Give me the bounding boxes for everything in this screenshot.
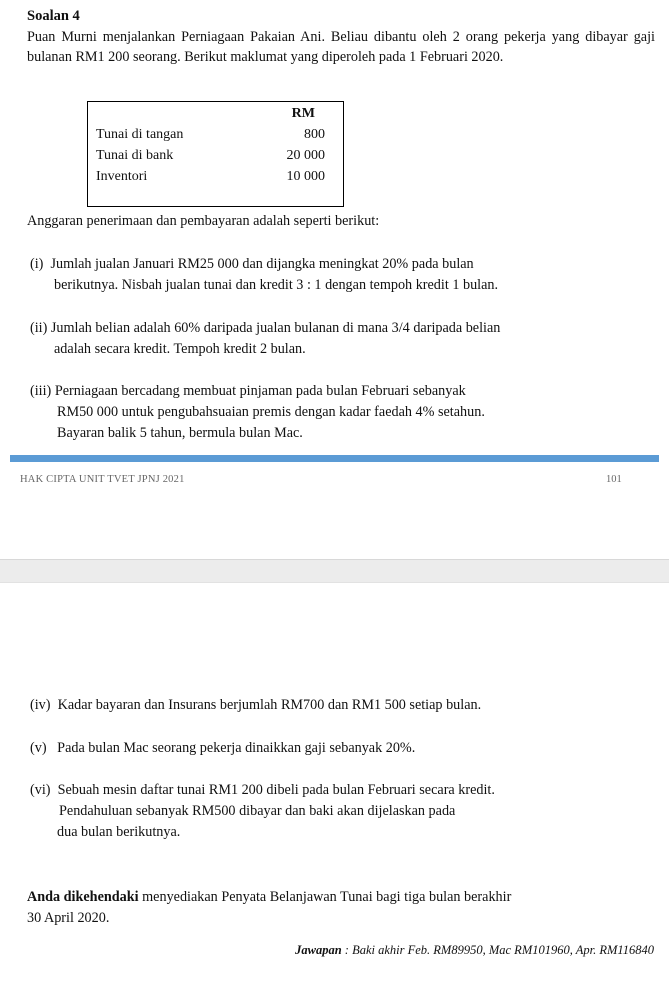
- page-number: 101: [606, 474, 622, 485]
- row-label: Tunai di tangan: [96, 127, 184, 142]
- row-value: 10 000: [286, 169, 325, 184]
- answer-label: Jawapan: [295, 943, 342, 957]
- table-row: [96, 169, 325, 185]
- item-iii-line3: Bayaran balik 5 tahun, bermula bulan Mac.: [57, 425, 303, 441]
- answer-hint: [295, 943, 654, 958]
- answer-text: : Baki akhir Feb. RM89950, Mac RM101960, Apr. RM116840: [341, 943, 654, 957]
- question-heading: Soalan 4: [27, 8, 80, 24]
- balance-table: [87, 101, 344, 207]
- item-i-line2: berikutnya. Nisbah jualan tunai dan kredit 3 : 1 dengan tempoh kredit 1 bulan.: [54, 277, 499, 293]
- footer-rule: [10, 455, 659, 462]
- item-ii-line1: (ii) Jumlah belian adalah 60% daripada jualan bulanan di mana 3/4 daripada belian: [30, 320, 501, 336]
- budget-intro: Anggaran penerimaan dan pembayaran adalah seperti berikut:: [27, 213, 380, 229]
- footer-copyright: HAK CIPTA UNIT TVET JPNJ 2021: [20, 474, 185, 485]
- table-row: [96, 148, 325, 164]
- row-value: 800: [304, 127, 325, 142]
- row-value: 20 000: [286, 148, 325, 163]
- row-label: Tunai di bank: [96, 148, 174, 163]
- item-vi-line2: Pendahuluan sebanyak RM500 dibayar dan baki akan dijelaskan pada: [59, 803, 456, 819]
- table-row: [96, 127, 325, 143]
- table-header-rm: RM: [291, 106, 315, 121]
- item-vi-line1: (vi) Sebuah mesin daftar tunai RM1 200 dibeli pada bulan Februari secara kredit.: [30, 782, 495, 798]
- question-intro: Puan Murni menjalankan Perniagaan Pakaian Ani. Beliau dibantu oleh 2 orang pekerja yang dibayar gaji bulanan RM1 200 seorang. Berikut maklumat yang diperoleh pada 1 Februari 2020.: [27, 29, 655, 65]
- item-ii-line2: adalah secara kredit. Tempoh kredit 2 bulan.: [54, 341, 306, 357]
- task-text: menyediakan Penyata Belanjawan Tunai bagi tiga bulan berakhir: [138, 889, 512, 905]
- page-break: [0, 559, 669, 583]
- item-iii-line2: RM50 000 untuk pengubahsuaian premis dengan kadar faedah 4% setahun.: [57, 404, 485, 420]
- item-iii-line1: (iii) Perniagaan bercadang membuat pinjaman pada bulan Februari sebanyak: [30, 383, 466, 399]
- row-label: Inventori: [96, 169, 148, 184]
- item-iv: (iv) Kadar bayaran dan Insurans berjumlah RM700 dan RM1 500 setiap bulan.: [30, 697, 482, 713]
- task-line2: 30 April 2020.: [27, 910, 110, 926]
- item-vi-line3: dua bulan berikutnya.: [57, 824, 181, 840]
- item-i-line1: (i) Jumlah jualan Januari RM25 000 dan dijangka meningkat 20% pada bulan: [30, 256, 474, 272]
- item-v: (v) Pada bulan Mac seorang pekerja dinaikkan gaji sebanyak 20%.: [30, 740, 416, 756]
- task-line1: [27, 887, 511, 908]
- task-bold: Anda dikehendaki: [27, 889, 139, 905]
